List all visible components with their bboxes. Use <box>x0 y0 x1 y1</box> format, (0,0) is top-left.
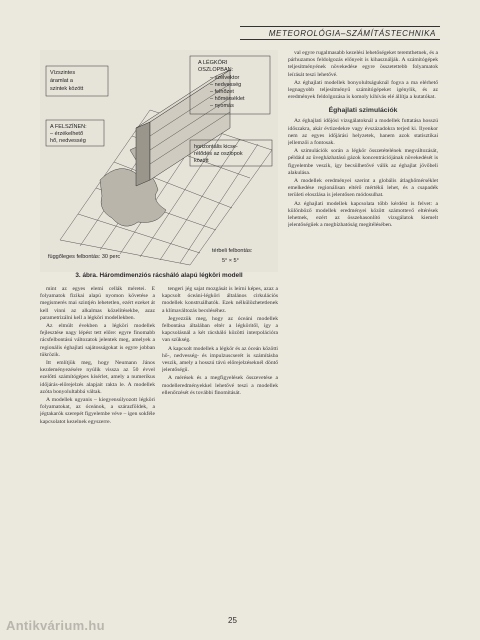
europe-shape <box>100 169 166 227</box>
label-horizontal-1: horizontális kicse- <box>194 144 238 150</box>
label-vertical-3: szintek között <box>50 86 84 92</box>
label-atm-item-5: – nyomás <box>210 103 234 109</box>
paragraph: Az éghajlati időjósi vizsgálatoknál a modellek futtatása hosszú időszakra, akár évtizedekre vagy évszázadokra terjed ki. Ilyenkor nem az egyes időjárási helyzetek, hanem azok statisztikai jellemzői a fontosak. <box>288 118 438 147</box>
label-vertical-2: áramlat a <box>50 78 73 84</box>
label-spatial-value: 5° × 5° <box>222 258 239 264</box>
label-atm-item-4: – hőmérséklet <box>210 96 245 102</box>
label-surface-1: A FELSZÍNEN: <box>50 124 87 130</box>
paragraph: A szimulációk során a légkör összetételének megváltozását, például az üvegházhatású gázok koncentrációjának növekedését is figyelembe veszik, így becsülhetővé válik az éghajlat jövőbeli alakulása. <box>288 148 438 176</box>
text-column-1 <box>40 286 155 608</box>
label-atm-1: A LÉGKÖRI <box>198 60 228 66</box>
figure-caption: 3. ábra. Háromdimenziós rácsháló alapú légköri modell <box>75 272 243 279</box>
section-heading: Éghajlati szimulációk <box>328 107 398 115</box>
label-vertical-1: Vízszintes <box>50 70 76 76</box>
label-atm-item-1: – szélvektor <box>210 75 240 81</box>
label-horizontal-3: között <box>194 158 209 164</box>
watermark: Antikvárium.hu <box>6 618 105 633</box>
label-horizontal-2: rélődés az oszlopok <box>194 151 243 157</box>
paragraph: A kapcsolt modellek a légkör és az óceán közötti hő-, nedvesség- és impulzuscserét is számításba veszik, amely a hosszú távú előrejelzéseknél döntő jelentőségű. <box>162 345 278 374</box>
paragraph: Az éghajlati modellek kapcsolata több kérdést is felvet: a különböző modellek eredményei között számottevő eltérések lehetnek, ezért az összehasonlító vizsgálatok kiemelt jelentőségűek a megbízhatóság megítélésében. <box>288 200 438 229</box>
label-vertical-resolution: függőleges felbontás: 30 perc <box>48 254 121 260</box>
text-column-2 <box>162 286 278 608</box>
paragraph: Itt említjük meg, hogy Neumann János kezdeményezésére nyúlik vissza az 50 évvel ezelőtti számítógépes kísérlet, amely a numerikus időjárás-előrejelzés alapjait rakta le. A modellek azóta bonyolultabbá váltak. <box>40 360 155 395</box>
paragraph: A mérések és a megfigyelések összevetése a modelleredményekkel lehetővé teszi a modellek ellenőrzését és további finomítását. <box>162 375 278 396</box>
page-number: 25 <box>228 616 237 625</box>
paragraph: mint az egyes elemi cellák méretei. E folyamatok fizikai alapú nyomon követése a megismerés mai szintjén lehetetlen, ezért ezeket át kell vinni az alkalmas közelítésekbe, azaz parametrizálni kell a légköri modellekben. <box>40 286 155 321</box>
paragraph: Az elmúlt években a légköri modellek fejlesztése nagy lépést tett előre: egyre finomabb rácsfelbontású változatok jelentek meg, amelyek a regionális éghajlati sajátosságokat is egyre jobban tükrözik. <box>40 323 155 358</box>
paragraph: Az éghajlati modellek bonyolultságuknál fogva a ma elérhető legnagyobb teljesítményű számítógépeket igénylik, és az eredmények feldolgozása is komoly kihívás elé állítja a kutatókat. <box>288 79 438 101</box>
grid-diagram <box>40 50 278 272</box>
paragraph: Jegyezzük meg, hogy az óceáni modellek felbontása általában eltér a légköritől, így a kapcsolásnál a két rácsháló közötti interpolációra van szükség. <box>162 315 278 344</box>
paragraph: tengeri jég sajat mozgását is leírni képes, azaz a kapcsolt óceáni-légköri általános cirkulációs modellek konstruálhatók. Ezek nélkülözhetetlenek a klímaváltozás becsléséhez. <box>162 286 278 314</box>
paragraph: A modellek eredményei szerint a globális átlaghőmérséklet emelkedése regionálisan eltérő mértékű lehet, és a csapadék területi eloszlása is jelentősen módosulhat. <box>288 178 438 199</box>
label-spatial-resolution: térbeli felbontás: <box>212 248 253 254</box>
paragraph: A modellek ugyanis – kiegyensúlyozott légköri folyamatokat, az óceánok, a szárazföldek, a jégtakarók szerepét figyelembe véve – igen sokféle kapcsolatot kezelnek egyszerre. <box>40 397 155 425</box>
label-surface-2: – érzékelhető <box>50 131 84 137</box>
text-column-3 <box>288 50 438 608</box>
label-surface-3: hő, nedvesség <box>50 138 86 144</box>
label-atm-2: OSZLOPBAN: <box>198 67 234 73</box>
paragraph: val egyre rugalmasabb kezelési lehetőségeket teremthetnek, és a párhuzamos feldolgozás előnyeit is kihasználják. A számítógépek teljesítményének növekedése egyre összetettebb folyamatok leírását teszi lehetővé. <box>288 50 438 78</box>
model-grid-figure <box>40 50 278 272</box>
label-atm-item-2: – nedvesség <box>210 82 242 88</box>
label-atm-item-3: – felhőzet <box>210 89 234 95</box>
running-header: METEOROLÓGIA–SZÁMÍTÁSTECHNIKA <box>240 26 440 40</box>
